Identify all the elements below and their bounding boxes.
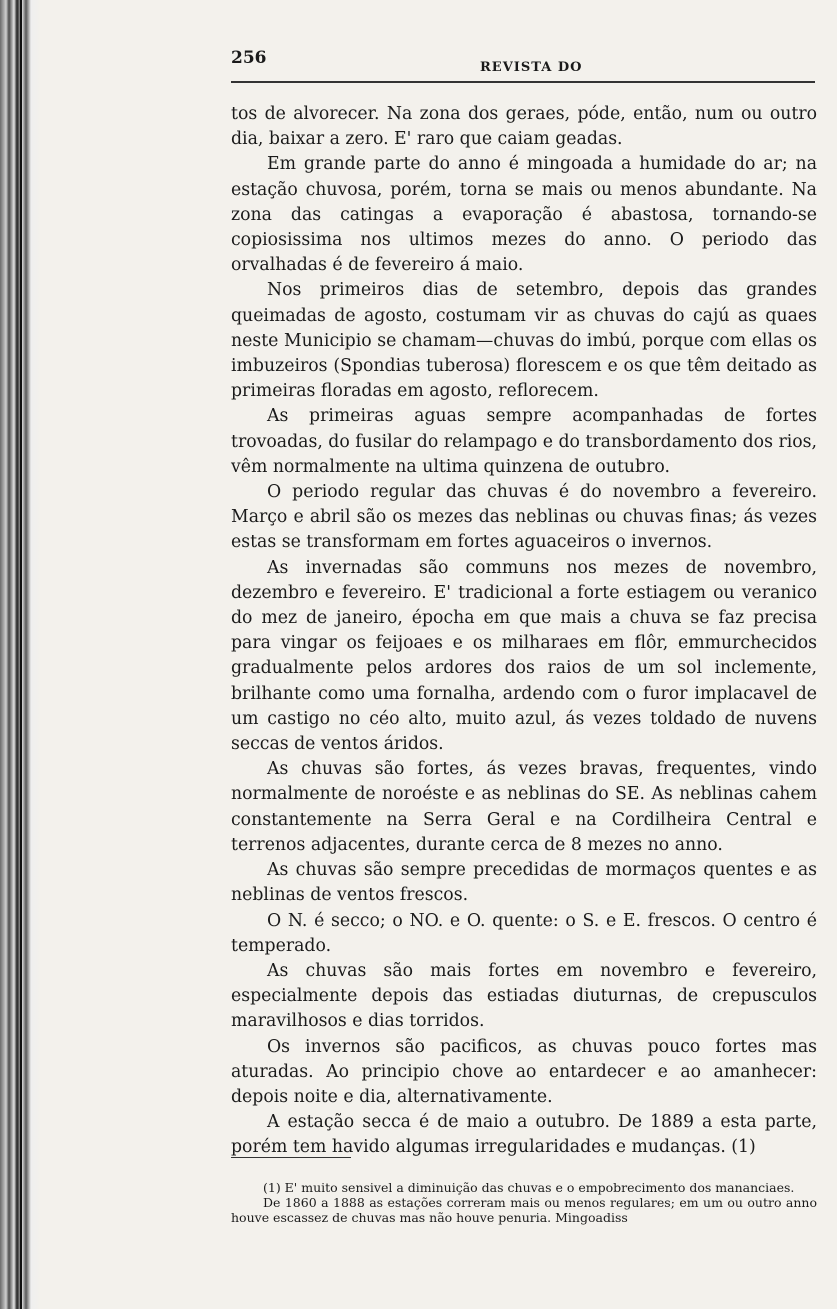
paragraph: O N. é secco; o NO. e O. quente: o S. e E. frescos. O centro é temperado. [231,910,817,956]
paragraph: A estação secca é de maio a outubro. De 1889 a esta parte, porém tem havido algumas irregularidades e mudanças. (1) [231,1112,817,1158]
paragraph: As chuvas são mais fortes em novembro e fevereiro, especialmente depois das estiadas diuturnas, de crepusculos maravilhosos e dias torridos. [231,960,817,1032]
footnote: De 1860 a 1888 as estações correram mais ou menos regulares; em um ou outro anno houve escassez de chuvas mas não houve penuria. Mingoadiss [231,1194,817,1225]
footnotes [231,1181,817,1225]
page-number: 256 [231,48,267,68]
running-head: REVISTA DO [480,60,583,75]
header-rule [231,81,815,83]
paragraph: Nos primeiros dias de setembro, depois das grandes queimadas de agosto, costumam vir as chuvas do cajú as quaes neste Municipio se chamam—chuvas do imbú, porque com ellas os imbuzeiros (Spondias tuberosa) florescem e os que têm deitado as primeiras floradas em agosto, reflorecem. [231,280,817,402]
paragraph: O periodo regular das chuvas é do novembro a fevereiro. Março e abril são os mezes das neblinas ou chuvas finas; ás vezes estas se transformam em fortes aguaceiros o invernos. [231,482,817,553]
paragraph: As chuvas são fortes, ás vezes bravas, frequentes, vindo normalmente de noroéste e as neblinas do SE. As neblinas cahem constantemente na Serra Geral e na Cordilheira Central e terrenos adjacentes, durante cerca de 8 mezes no anno. [231,759,817,855]
paragraph: As chuvas são sempre precedidas de mormaços quentes e as neblinas de ventos frescos. [231,860,817,906]
paragraph: As invernadas são communs nos mezes de novembro, dezembro e fevereiro. E' tradicional a forte estiagem ou veranico do mez de janeiro, épocha em que mais a chuva se faz precisa para vingar os feijoaes e os milharaes em flôr, emmurchecidos gradualmente pelos ardores dos raios de um sol inclemente, brilhante como uma fornalha, ardendo com o furor implacavel de um castigo no céo alto, muito azul, ás vezes toldado de nuvens seccas de ventos áridos. [231,557,817,755]
body-text [231,102,817,1161]
paragraph: tos de alvorecer. Na zona dos geraes, póde, então, num ou outro dia, baixar a zero. E' raro que caiam geadas. [231,104,817,150]
binding-line [20,0,22,1309]
paragraph: Em grande parte do anno é mingoada a humidade do ar; na estação chuvosa, porém, torna se mais ou menos abundante. Na zona das catingas a evaporação é abastosa, tornando-se copiosissima nos ultimos mezes do anno. O periodo das orvalhadas é de fevereiro á maio. [231,154,817,276]
paragraph: As primeiras aguas sempre acompanhadas de fortes trovoadas, do fusilar do relampago e do transbordamento dos rios, vêm normalmente na ultima quinzena de outubro. [231,406,818,477]
paragraph: Os invernos são pacificos, as chuvas pouco fortes mas aturadas. Ao principio chove ao entardecer e ao amanhecer: depois noite e dia, alternativamente. [231,1036,817,1107]
footnote: (1) E' muito sensivel a diminuição das chuvas e o empobrecimento dos mananciaes. [263,1180,795,1195]
footnote-rule [231,1157,351,1158]
